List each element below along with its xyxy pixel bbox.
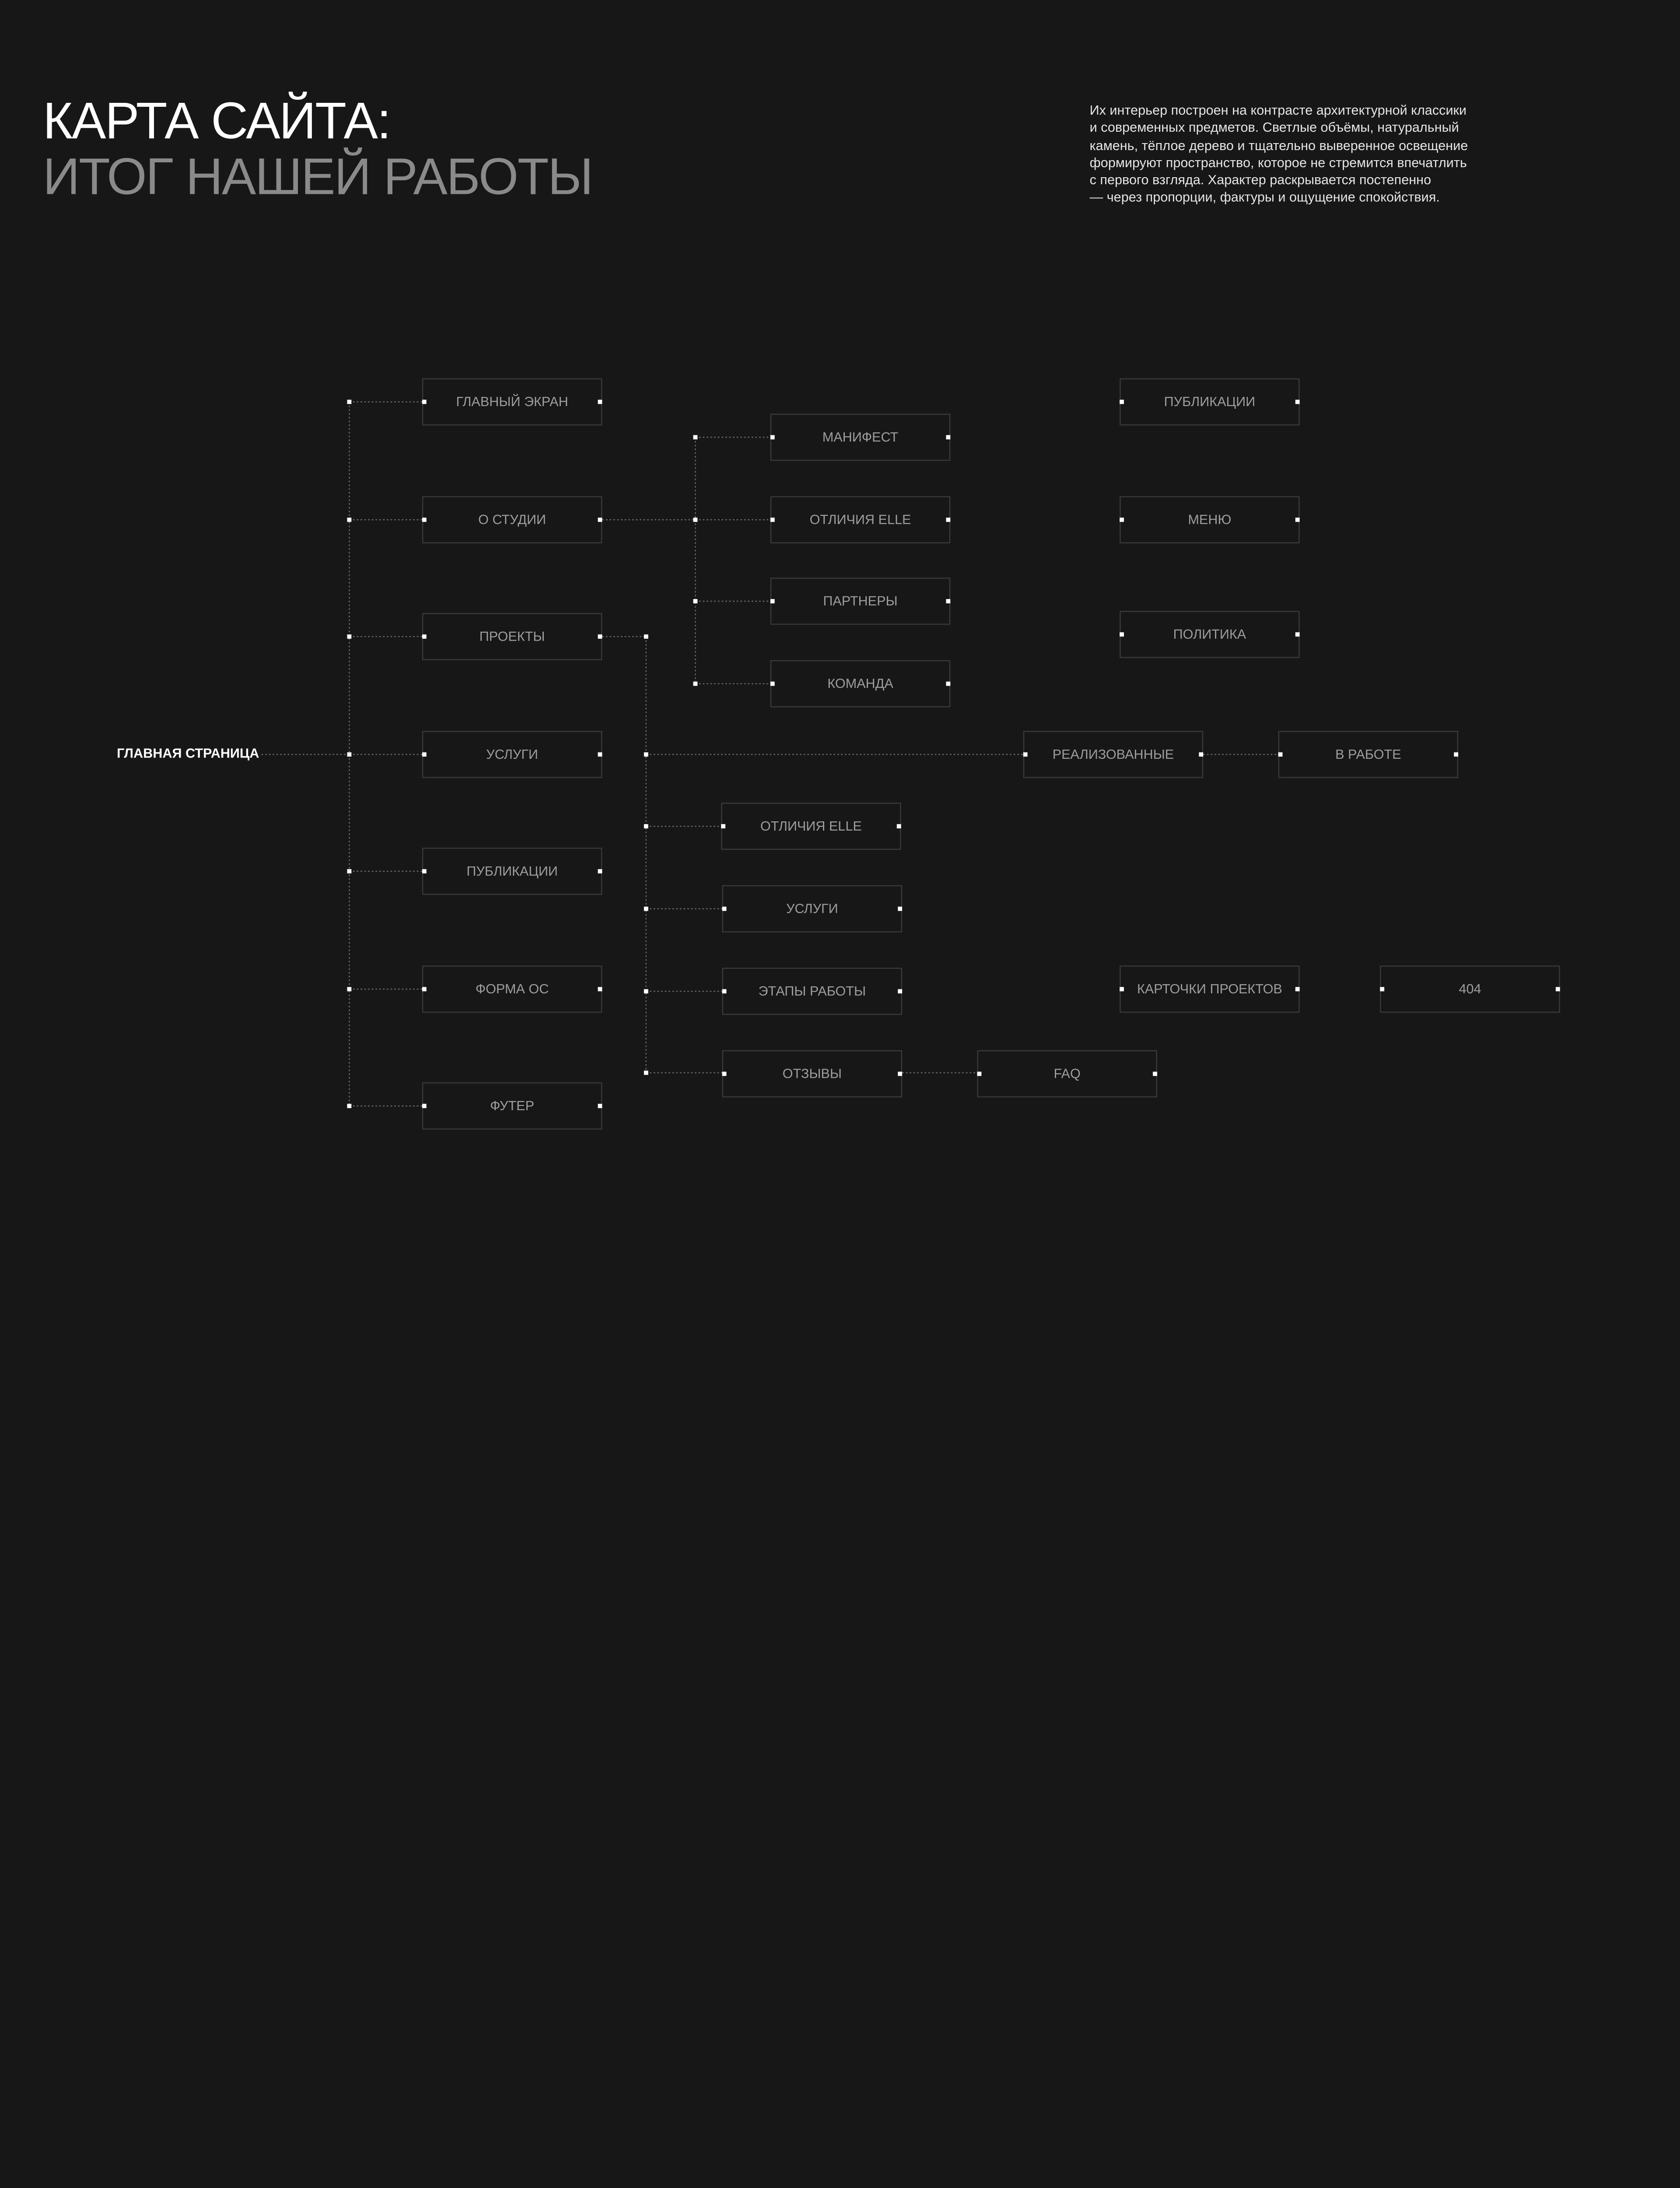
junction-point bbox=[644, 824, 648, 828]
node-label: РЕАЛИЗОВАННЫЕ bbox=[1052, 747, 1174, 762]
node-faq[interactable] bbox=[977, 1050, 1157, 1098]
port-left bbox=[721, 824, 725, 828]
node-label: ОТЗЫВЫ bbox=[782, 1066, 842, 1082]
node-realized-projects[interactable] bbox=[1023, 731, 1203, 778]
node-label: МЕНЮ bbox=[1188, 512, 1232, 527]
intro-line: с первого взгляда. Характер раскрывается постепенно bbox=[1089, 172, 1432, 188]
junction-point bbox=[347, 752, 351, 757]
port-left bbox=[722, 989, 727, 993]
node-label: ОТЛИЧИЯ ELLE bbox=[760, 819, 862, 834]
page-title: КАРТА САЙТА: bbox=[42, 93, 390, 150]
port-right bbox=[946, 518, 950, 522]
port-left bbox=[1023, 752, 1028, 757]
port-right bbox=[946, 599, 950, 603]
node-404[interactable] bbox=[1380, 966, 1560, 1013]
junction-point bbox=[644, 635, 648, 639]
node-label: 404 bbox=[1459, 982, 1481, 997]
node-manifest[interactable] bbox=[770, 414, 950, 461]
node-label: ГЛАВНЫЙ ЭКРАН bbox=[456, 394, 568, 410]
node-label: ФОРМА ОС bbox=[475, 982, 549, 997]
port-right bbox=[1556, 987, 1560, 992]
junction-point bbox=[693, 518, 697, 522]
port-left bbox=[1120, 632, 1124, 637]
node-team[interactable] bbox=[770, 660, 950, 708]
port-right bbox=[946, 435, 950, 439]
port-left bbox=[770, 682, 775, 686]
node-label: ПАРТНЕРЫ bbox=[823, 593, 898, 609]
port-left bbox=[422, 1104, 427, 1108]
port-left bbox=[770, 599, 775, 603]
junction-point bbox=[347, 987, 351, 992]
intro-line: формируют пространство, которое не стремится впечатлить bbox=[1089, 155, 1467, 171]
node-label: УСЛУГИ bbox=[786, 901, 838, 916]
intro-line: камень, тёплое дерево и тщательно выверенное освещение bbox=[1089, 137, 1468, 153]
port-right bbox=[1153, 1072, 1157, 1076]
port-right bbox=[598, 869, 602, 873]
node-label: ЭТАПЫ РАБОТЫ bbox=[758, 984, 866, 999]
port-right bbox=[946, 682, 950, 686]
port-right bbox=[598, 635, 602, 639]
junction-point bbox=[693, 435, 697, 439]
port-left bbox=[422, 869, 427, 873]
port-right bbox=[598, 400, 602, 404]
junction-point bbox=[347, 635, 351, 639]
node-publications-page[interactable] bbox=[1120, 378, 1299, 425]
port-right bbox=[598, 987, 602, 992]
intro-line: и современных предметов. Светлые объёмы, натуральный bbox=[1089, 120, 1459, 136]
port-left bbox=[770, 435, 775, 439]
junction-point bbox=[347, 1104, 351, 1108]
page-subtitle: ИТОГ НАШЕЙ РАБОТЫ bbox=[42, 149, 592, 206]
port-left bbox=[422, 635, 427, 639]
port-right bbox=[1295, 632, 1300, 637]
node-label: FAQ bbox=[1054, 1066, 1081, 1082]
node-reviews[interactable] bbox=[722, 1050, 902, 1098]
junction-point bbox=[347, 400, 351, 404]
junction-point bbox=[347, 518, 351, 522]
node-menu[interactable] bbox=[1120, 496, 1299, 543]
port-right bbox=[598, 1104, 602, 1108]
port-right bbox=[898, 989, 902, 993]
node-partners[interactable] bbox=[770, 578, 950, 625]
node-main-screen[interactable] bbox=[422, 378, 602, 425]
junction-point bbox=[693, 682, 697, 686]
port-right bbox=[898, 1072, 902, 1076]
port-left bbox=[422, 752, 427, 757]
junction-point bbox=[644, 1071, 648, 1075]
node-label: ПУБЛИКАЦИИ bbox=[466, 863, 558, 879]
port-right bbox=[1295, 400, 1300, 404]
sitemap-root-label[interactable]: ГЛАВНАЯ СТРАНИЦА bbox=[116, 746, 259, 761]
port-right bbox=[1454, 752, 1458, 757]
port-left bbox=[422, 987, 427, 992]
node-about[interactable] bbox=[422, 496, 602, 543]
intro-line: Их интерьер построен на контрасте архитектурной классики bbox=[1089, 103, 1467, 118]
node-about-elle-differences[interactable] bbox=[770, 496, 950, 543]
node-services-list[interactable] bbox=[722, 885, 902, 933]
port-right bbox=[897, 824, 901, 828]
node-label: ФУТЕР bbox=[490, 1098, 535, 1114]
node-label: МАНИФЕСТ bbox=[822, 430, 899, 445]
node-label: О СТУДИИ bbox=[478, 512, 546, 527]
junction-point bbox=[693, 599, 697, 603]
node-label: УСЛУГИ bbox=[486, 747, 538, 762]
node-work-stages[interactable] bbox=[722, 968, 902, 1015]
port-left bbox=[722, 1072, 727, 1076]
node-services[interactable] bbox=[422, 731, 602, 778]
port-right bbox=[1199, 752, 1203, 757]
junction-point bbox=[644, 989, 648, 993]
node-publications[interactable] bbox=[422, 848, 602, 895]
port-left bbox=[422, 400, 427, 404]
node-label: ПРОЕКТЫ bbox=[479, 629, 545, 644]
node-label: КАРТОЧКИ ПРОЕКТОВ bbox=[1137, 982, 1282, 997]
port-left bbox=[1120, 987, 1124, 992]
node-label: ПУБЛИКАЦИИ bbox=[1164, 394, 1256, 410]
node-label: В РАБОТЕ bbox=[1335, 747, 1401, 762]
node-footer[interactable] bbox=[422, 1082, 602, 1129]
node-projects[interactable] bbox=[422, 613, 602, 660]
port-right bbox=[598, 518, 602, 522]
node-feedback-form[interactable] bbox=[422, 966, 602, 1013]
junction-point bbox=[347, 869, 351, 873]
node-label: ПОЛИТИКА bbox=[1173, 627, 1246, 642]
node-label: КОМАНДА bbox=[827, 676, 893, 691]
port-left bbox=[1120, 518, 1124, 522]
port-left bbox=[770, 518, 775, 522]
intro-line: — через пропорции, фактуры и ощущение спокойствия. bbox=[1089, 190, 1440, 205]
port-right bbox=[598, 752, 602, 757]
port-left bbox=[1278, 752, 1283, 757]
port-left bbox=[1380, 987, 1384, 992]
junction-point bbox=[644, 907, 648, 911]
port-left bbox=[1120, 400, 1124, 404]
node-policy[interactable] bbox=[1120, 611, 1299, 658]
port-left bbox=[722, 907, 727, 911]
port-left bbox=[977, 1072, 981, 1076]
node-project-cards[interactable] bbox=[1120, 966, 1299, 1013]
port-left bbox=[422, 518, 427, 522]
port-right bbox=[1295, 987, 1300, 992]
node-services-elle-differences[interactable] bbox=[721, 803, 901, 850]
node-projects-in-progress[interactable] bbox=[1278, 731, 1458, 778]
junction-point bbox=[644, 752, 648, 757]
port-right bbox=[898, 907, 902, 911]
node-label: ОТЛИЧИЯ ELLE bbox=[809, 512, 911, 527]
port-right bbox=[1295, 518, 1300, 522]
